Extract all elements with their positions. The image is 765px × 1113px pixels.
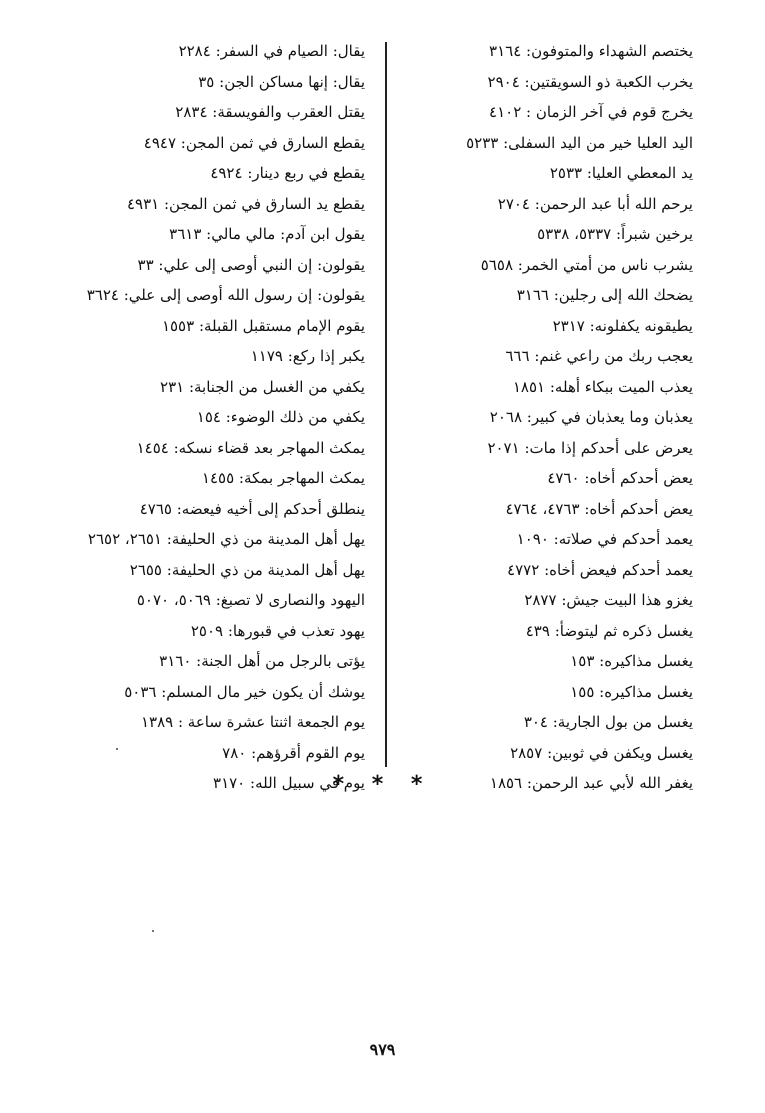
index-entry: يقطع يد السارق في ثمن المجن: ٤٩٣١ <box>126 194 365 213</box>
index-entry: يطيقونه يكفلونه: ٢٣١٧ <box>552 316 693 335</box>
index-entry: يكفي من ذلك الوضوء: ١٥٤ <box>196 408 365 426</box>
index-entry: يكبر إذا ركع: ١١٧٩ <box>250 347 365 365</box>
index-entry: يهل أهل المدينة من ذي الحليفة: ٢٦٥١، ٢٦٥٢ <box>87 530 365 548</box>
index-entry: يقولون: إن النبي أوصى إلى علي: ٣٣ <box>137 255 365 274</box>
index-entry: يشرب ناس من أمتي الخمر: ٥٦٥٨ <box>480 255 693 274</box>
index-entry: يغسل ويكفن في ثوبين: ٢٨٥٧ <box>510 743 693 762</box>
page-number: ٩٧٩ <box>369 1040 396 1059</box>
scan-speck <box>152 930 154 932</box>
index-entry: يغسل مذاكيره: ١٥٣ <box>570 652 693 670</box>
index-entry: يرخين شبراً: ٥٣٣٧، ٥٣٣٨ <box>537 225 693 243</box>
index-entry: يقطع السارق في ثمن المجن: ٤٩٤٧ <box>143 133 365 152</box>
index-entry: يغسل ذكره ثم ليتوضأ: ٤٣٩ <box>525 621 693 640</box>
index-entry: يقتل العقرب والفويسقة: ٢٨٣٤ <box>175 103 365 121</box>
index-entry: يوم القوم أقرؤهم: ٧٨٠ <box>222 743 365 762</box>
column-divider <box>385 42 387 767</box>
index-entry: يوشك أن يكون خير مال المسلم: ٥٠٣٦ <box>124 682 365 701</box>
index-entry: يغفر الله لأبي عبد الرحمن: ١٨٥٦ <box>489 774 693 792</box>
index-entry: يعذب الميت ببكاء أهله: ١٨٥١ <box>512 377 693 396</box>
index-entry: يخرج قوم في آخر الزمان : ٤١٠٢ <box>489 103 693 121</box>
index-entry: يوم في سبيل الله: ٣١٧٠ <box>213 774 365 792</box>
index-entry: يقطع في ربع دينار: ٤٩٢٤ <box>210 164 365 182</box>
index-entry: يعجب ربك من راعي غنم: ٦٦٦ <box>505 347 693 365</box>
index-entry: يرحم الله أبا عبد الرحمن: ٢٧٠٤ <box>497 194 693 213</box>
index-entry: يمكث المهاجر بمكة: ١٤٥٥ <box>201 469 365 487</box>
index-entry: يمكث المهاجر بعد قضاء نسكه: ١٤٥٤ <box>136 438 365 457</box>
index-column-left <box>65 36 365 799</box>
index-entry: يقولون: إن رسول الله أوصى إلى علي: ٣٦٢٤ <box>86 286 365 304</box>
index-entry: ينطلق أحدكم إلى أخيه فيعضه: ٤٧٦٥ <box>139 499 365 518</box>
index-entry: يوم الجمعة اثنتا عشرة ساعة : ١٣٨٩ <box>140 713 365 731</box>
index-entry: يقال: الصيام في السفر: ٢٢٨٤ <box>178 42 365 60</box>
index-entry: يخرب الكعبة ذو السويقتين: ٢٩٠٤ <box>487 72 693 91</box>
index-entry: يعمد أحدكم في صلاته: ١٠٩٠ <box>516 530 693 548</box>
index-entry: يقوم الإمام مستقبل القبلة: ١٥٥٣ <box>161 316 365 335</box>
index-entry: يهل أهل المدينة من ذي الحليفة: ٢٦٥٥ <box>129 560 365 579</box>
index-entry: اليد العليا خير من اليد السفلى: ٥٢٣٣ <box>466 133 693 152</box>
index-entry: يهود تعذب في قبورها: ٢٥٠٩ <box>190 621 365 640</box>
index-entry: يغسل مذاكيره: ١٥٥ <box>570 682 693 701</box>
index-entry: يعمد أحدكم فيعض أخاه: ٤٧٧٢ <box>507 560 693 579</box>
index-entry: يقال: إنها مساكن الجن: ٣٥ <box>198 72 365 91</box>
index-entry: يغسل من بول الجارية: ٣٠٤ <box>523 713 693 731</box>
index-entry: يعض أحدكم أخاه: ٤٧٦٠ <box>547 469 693 487</box>
index-entry: يقول ابن آدم: مالي مالي: ٣٦١٣ <box>169 225 365 243</box>
index-entry: يعرض على أحدكم إذا مات: ٢٠٧١ <box>487 438 693 457</box>
index-column-right <box>393 36 693 799</box>
index-entry: يختصم الشهداء والمتوفون: ٣١٦٤ <box>489 42 693 60</box>
index-entry: يغزو هذا البيت جيش: ٢٨٧٧ <box>524 591 693 609</box>
index-entry: يعض أحدكم أخاه: ٤٧٦٣، ٤٧٦٤ <box>505 499 693 518</box>
index-entry: يعذبان وما يعذبان في كبير: ٢٠٦٨ <box>489 408 693 426</box>
index-entry: اليهود والنصارى لا تصبغ: ٥٠٦٩، ٥٠٧٠ <box>136 591 365 609</box>
section-separator: * * * <box>332 772 433 797</box>
index-entry: يضحك الله إلى رجلين: ٣١٦٦ <box>516 286 693 304</box>
scan-speck <box>116 748 118 750</box>
index-entry: يؤتى بالرجل من أهل الجنة: ٣١٦٠ <box>159 652 365 670</box>
index-entry: يد المعطي العليا: ٢٥٣٣ <box>549 164 693 182</box>
index-entry: يكفي من الغسل من الجنابة: ٢٣١ <box>160 377 365 396</box>
